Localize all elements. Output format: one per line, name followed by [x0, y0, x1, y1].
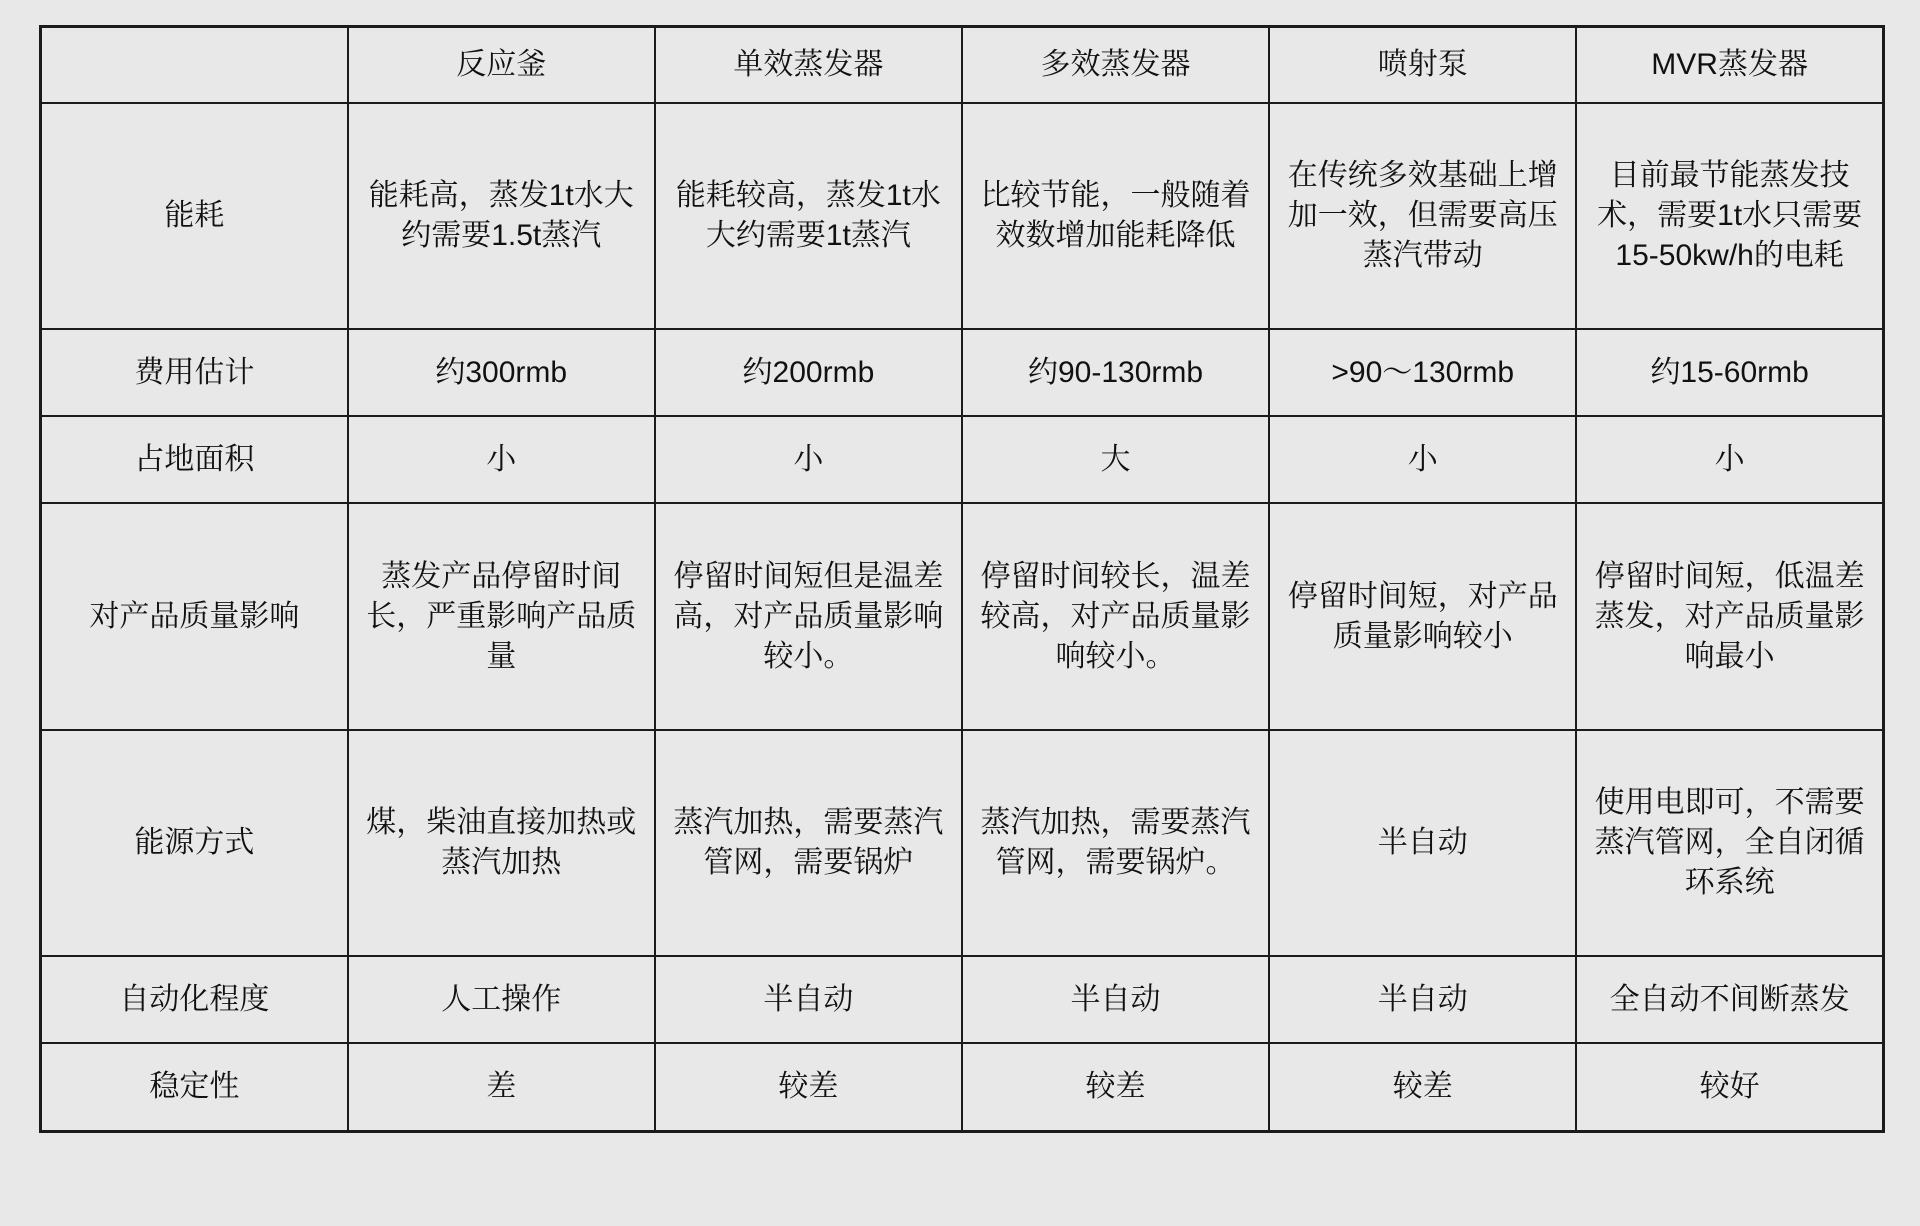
table-cell: 蒸发产品停留时间长，严重影响产品质量: [348, 503, 655, 730]
header-cell-empty: [41, 27, 348, 103]
table-cell: 较好: [1576, 1043, 1883, 1131]
table-row-product-quality-impact: [41, 503, 1884, 730]
row-label: 能耗: [41, 103, 348, 330]
table-cell: 较差: [655, 1043, 962, 1131]
table-cell: 停留时间短但是温差高，对产品质量影响较小。: [655, 503, 962, 730]
header-cell-multi-effect: 多效蒸发器: [962, 27, 1269, 103]
table-cell: 蒸汽加热，需要蒸汽管网，需要锅炉: [655, 730, 962, 957]
table-row-footprint: [41, 416, 1884, 503]
table-cell: 约15-60rmb: [1576, 329, 1883, 416]
table-row-stability: [41, 1043, 1884, 1131]
table-cell: 较差: [962, 1043, 1269, 1131]
table-cell: 目前最节能蒸发技术，需要1t水只需要15-50kw/h的电耗: [1576, 103, 1883, 330]
table-cell: 约300rmb: [348, 329, 655, 416]
table-cell: 蒸汽加热，需要蒸汽管网，需要锅炉。: [962, 730, 1269, 957]
row-label: 自动化程度: [41, 956, 348, 1043]
row-label: 费用估计: [41, 329, 348, 416]
row-label: 稳定性: [41, 1043, 348, 1131]
table-cell: 小: [1269, 416, 1576, 503]
table-row-automation-level: [41, 956, 1884, 1043]
table-cell: 小: [655, 416, 962, 503]
table-cell: 大: [962, 416, 1269, 503]
table-cell: 小: [1576, 416, 1883, 503]
row-label: 对产品质量影响: [41, 503, 348, 730]
table-cell: 全自动不间断蒸发: [1576, 956, 1883, 1043]
table-cell: 半自动: [962, 956, 1269, 1043]
table-cell: 半自动: [1269, 956, 1576, 1043]
header-cell-mvr: MVR蒸发器: [1576, 27, 1883, 103]
table-cell: 停留时间较长，温差较高，对产品质量影响较小。: [962, 503, 1269, 730]
header-cell-jet-pump: 喷射泵: [1269, 27, 1576, 103]
header-row: [41, 27, 1884, 103]
table-cell: 约200rmb: [655, 329, 962, 416]
row-label: 能源方式: [41, 730, 348, 957]
table-cell: 使用电即可，不需要蒸汽管网，全自闭循环系统: [1576, 730, 1883, 957]
table-cell: >90～130rmb: [1269, 329, 1576, 416]
table-cell: 差: [348, 1043, 655, 1131]
table-cell: 能耗较高，蒸发1t水大约需要1t蒸汽: [655, 103, 962, 330]
table-cell: 小: [348, 416, 655, 503]
table-cell: 停留时间短，低温差蒸发，对产品质量影响最小: [1576, 503, 1883, 730]
table-cell: 人工操作: [348, 956, 655, 1043]
table-cell: 能耗高，蒸发1t水大约需要1.5t蒸汽: [348, 103, 655, 330]
table-cell: 较差: [1269, 1043, 1576, 1131]
row-label: 占地面积: [41, 416, 348, 503]
table-cell: 约90-130rmb: [962, 329, 1269, 416]
table-cell: 比较节能，一般随着效数增加能耗降低: [962, 103, 1269, 330]
table-cell: 在传统多效基础上增加一效，但需要高压蒸汽带动: [1269, 103, 1576, 330]
table-cell: 停留时间短，对产品质量影响较小: [1269, 503, 1576, 730]
header-cell-reaction-kettle: 反应釜: [348, 27, 655, 103]
table-row-energy-consumption: [41, 103, 1884, 330]
table-row-cost-estimate: [41, 329, 1884, 416]
table-cell: 半自动: [1269, 730, 1576, 957]
header-cell-single-effect: 单效蒸发器: [655, 27, 962, 103]
table-cell: 半自动: [655, 956, 962, 1043]
table-row-energy-source: [41, 730, 1884, 957]
table-cell: 煤，柴油直接加热或蒸汽加热: [348, 730, 655, 957]
evaporator-comparison-table: [39, 25, 1885, 1133]
